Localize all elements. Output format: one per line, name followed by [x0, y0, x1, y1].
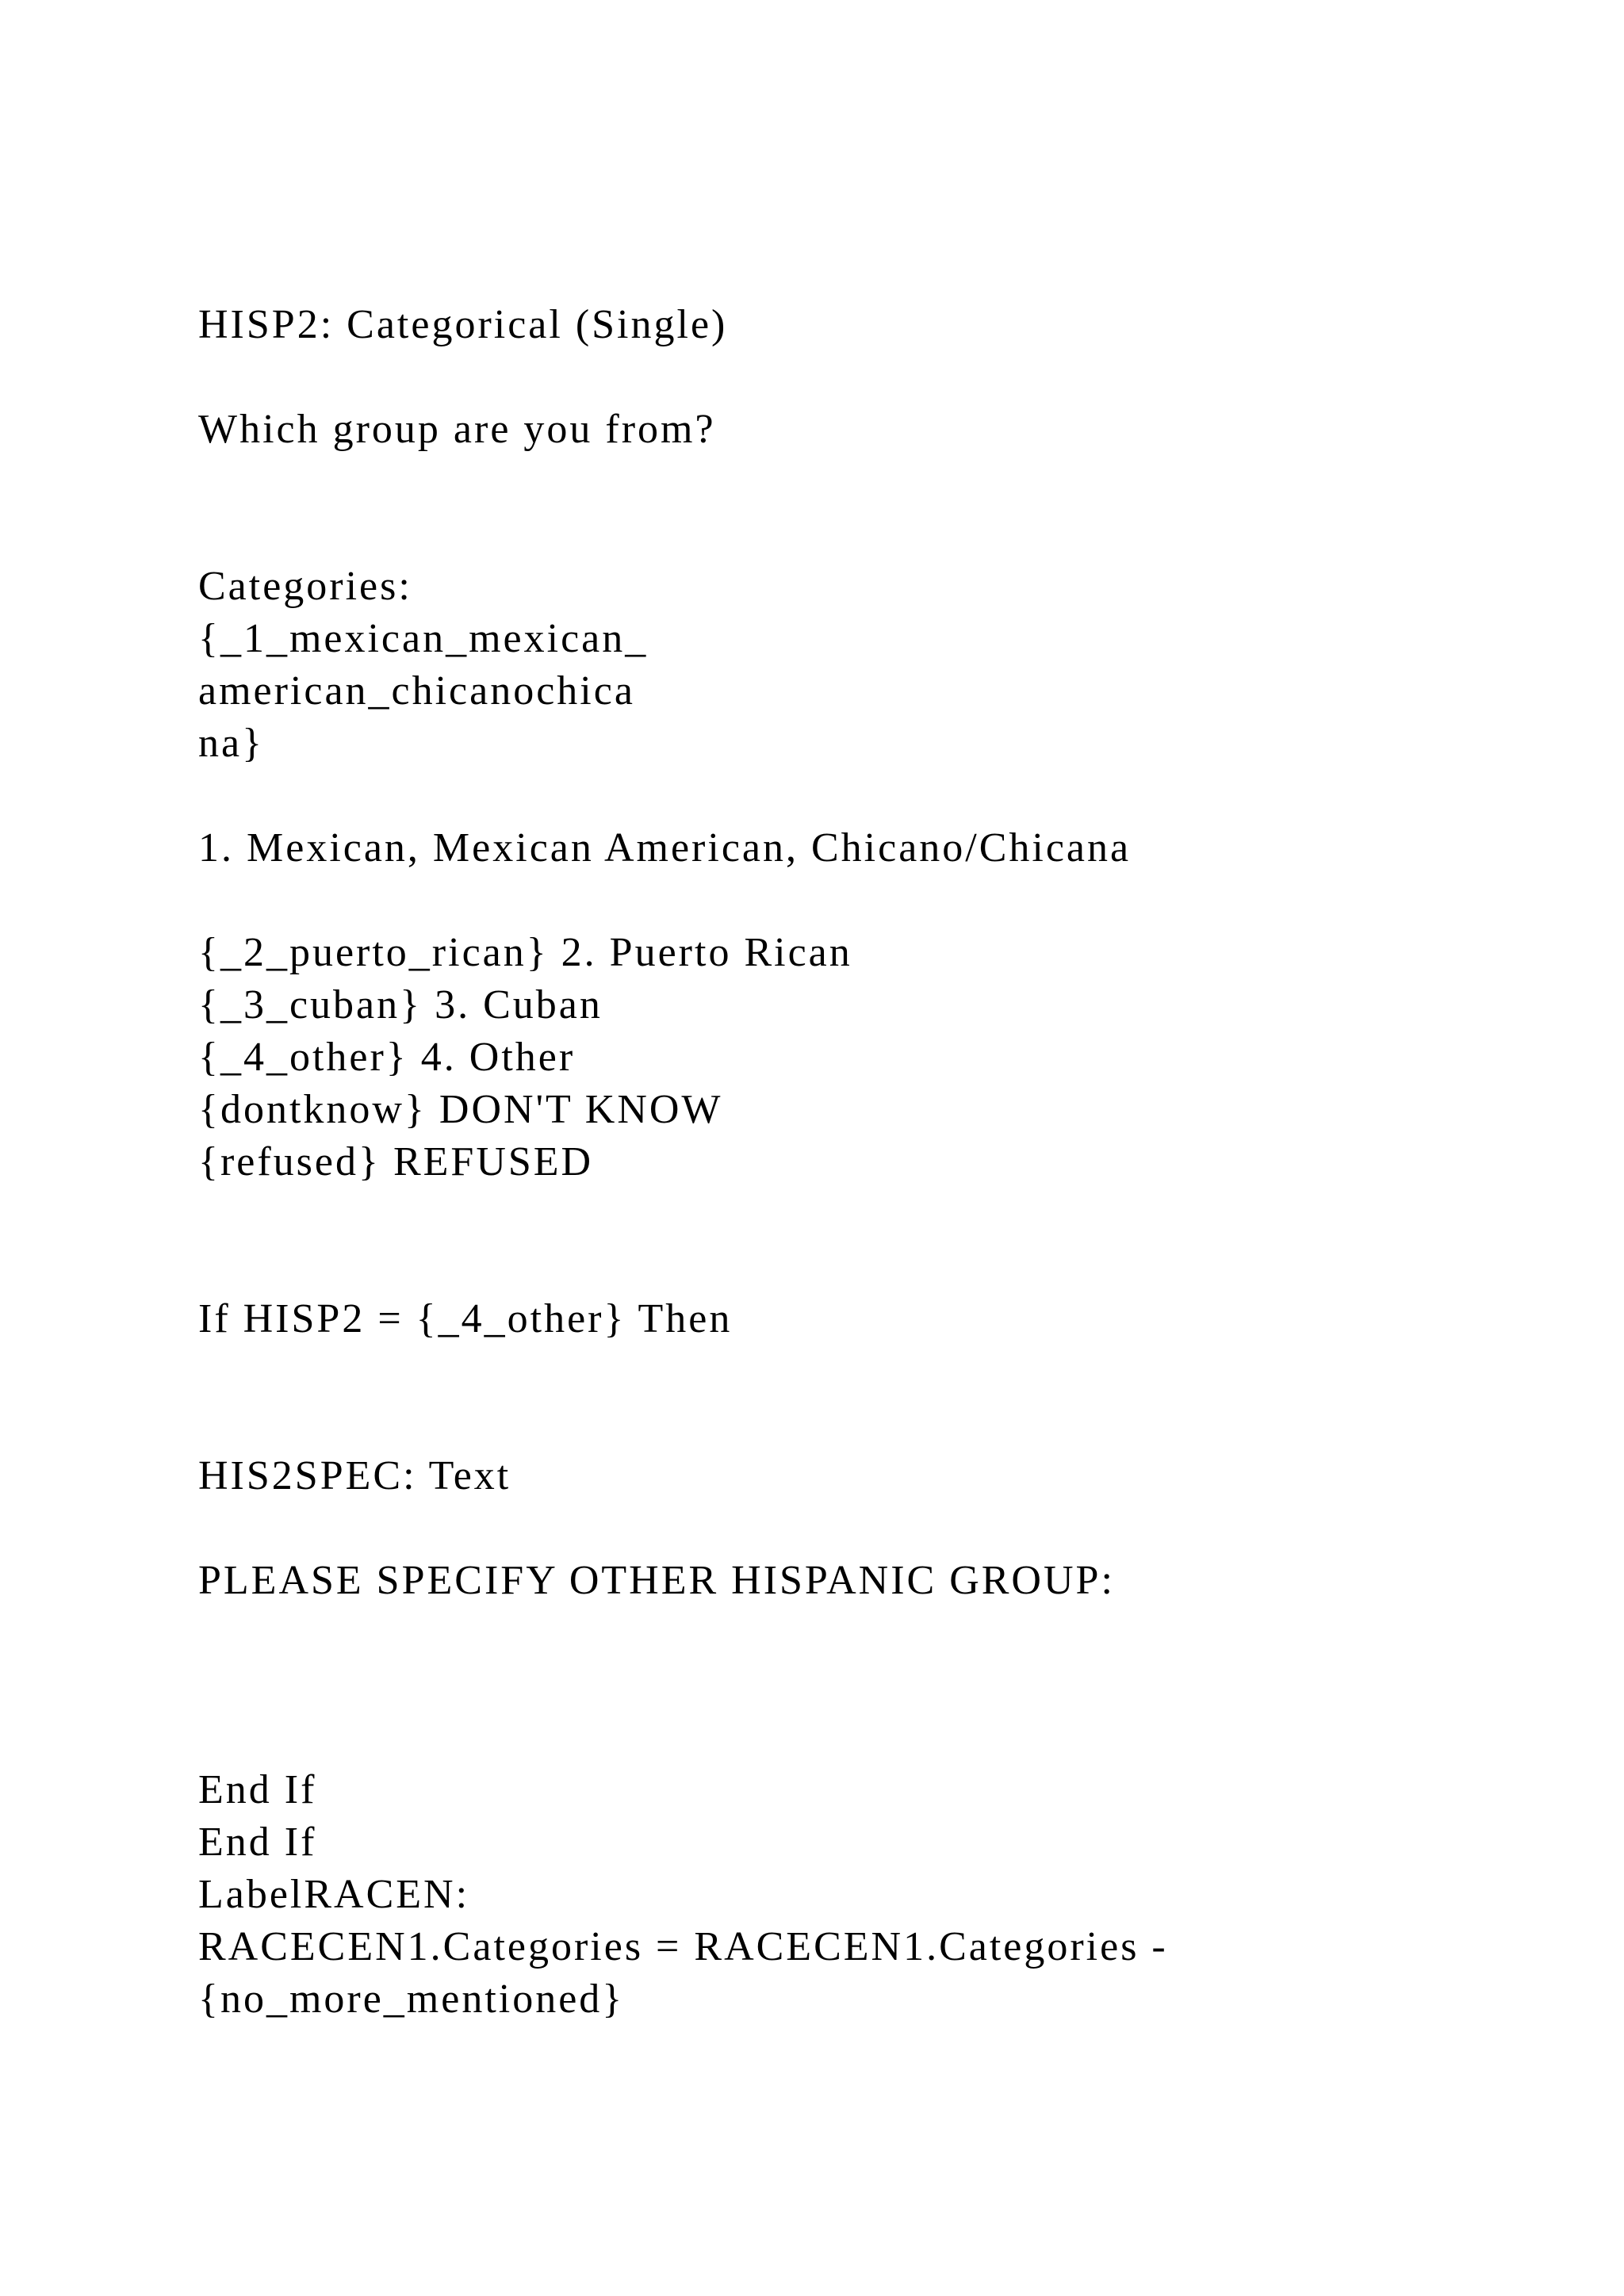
- end-if-line: End If: [198, 1767, 317, 1812]
- category-line: {refused} REFUSED: [198, 1139, 594, 1184]
- label-line: LabelRACEN:: [198, 1872, 470, 1917]
- category-code-line: american_chicanochica: [198, 668, 635, 714]
- categories-label: Categories:: [198, 564, 412, 609]
- category-line: {_2_puerto_rican} 2. Puerto Rican: [198, 930, 852, 975]
- category-line: {_3_cuban} 3. Cuban: [198, 982, 603, 1027]
- category-label-1: 1. Mexican, Mexican American, Chicano/Chicana: [198, 825, 1132, 871]
- category-line: {dontknow} DON'T KNOW: [198, 1087, 723, 1132]
- category-code-line: na}: [198, 721, 265, 766]
- category-code-line: {_1_mexican_mexican_: [198, 616, 649, 661]
- question-text: Which group are you from?: [198, 407, 716, 452]
- spec-header: HIS2SPEC: Text: [198, 1453, 511, 1498]
- condition-line: If HISP2 = {_4_other} Then: [198, 1296, 733, 1341]
- end-if-line: End If: [198, 1820, 317, 1865]
- category-line: {_4_other} 4. Other: [198, 1035, 576, 1080]
- spec-prompt: PLEASE SPECIFY OTHER HISPANIC GROUP:: [198, 1558, 1115, 1603]
- question-header: HISP2: Categorical (Single): [198, 302, 728, 347]
- assignment-line: RACECEN1.Categories = RACECEN1.Categories -: [198, 1924, 1168, 1969]
- assignment-line: {no_more_mentioned}: [198, 1976, 625, 2022]
